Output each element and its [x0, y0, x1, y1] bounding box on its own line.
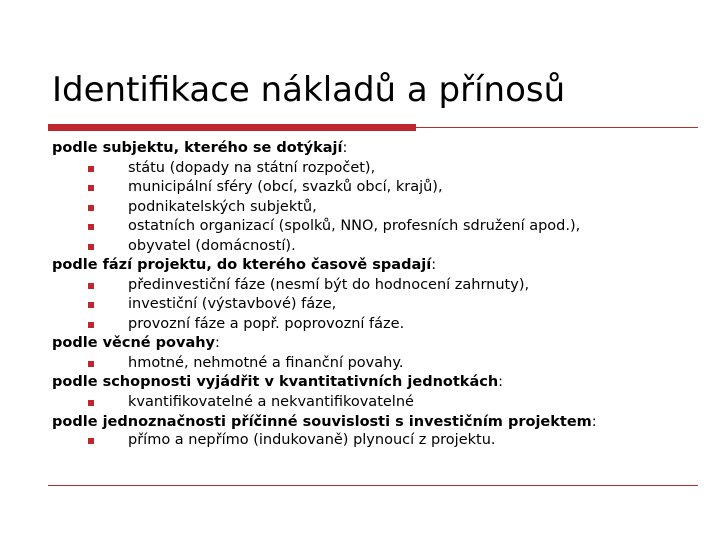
slide-title: Identifikace nákladů a přínosů — [52, 70, 566, 110]
list-item: investiční (výstavbové) fáze, — [52, 295, 692, 315]
square-bullet-icon — [88, 322, 94, 328]
list-item: municipální sféry (obcí, svazků obcí, krajů), — [52, 178, 692, 198]
section-heading: podle jednoznačnosti příčinné souvislosti s investičním projektem: — [52, 414, 597, 430]
footer-rule — [48, 485, 698, 486]
list-item: přímo a nepřímo (indukovaně) plynoucí z projektu. — [52, 431, 692, 451]
section-heading: podle věcné povahy: — [52, 335, 220, 351]
square-bullet-icon — [88, 185, 94, 191]
list-item: provozní fáze a popř. poprovozní fáze. — [52, 315, 692, 335]
list-item: ostatních organizací (spolků, NNO, profesních sdružení apod.), — [52, 217, 692, 237]
list-item: státu (dopady na státní rozpočet), — [52, 159, 692, 179]
square-bullet-icon — [88, 438, 94, 444]
list-item: hmotné, nehmotné a finanční povahy. — [52, 354, 692, 374]
square-bullet-icon — [88, 361, 94, 367]
title-thin-rule — [416, 127, 698, 128]
square-bullet-icon — [88, 244, 94, 250]
section-heading: podle fází projektu, do kterého časově spadají: — [52, 257, 437, 273]
square-bullet-icon — [88, 400, 94, 406]
section-heading: podle subjektu, kterého se dotýkají: — [52, 140, 348, 156]
square-bullet-icon — [88, 302, 94, 308]
list-item: kvantifikovatelné a nekvantifikovatelné — [52, 393, 692, 413]
square-bullet-icon — [88, 205, 94, 211]
list-item: obyvatel (domácností). — [52, 237, 692, 257]
slide-content — [52, 139, 692, 451]
square-bullet-icon — [88, 224, 94, 230]
list-item: podnikatelských subjektů, — [52, 198, 692, 218]
square-bullet-icon — [88, 166, 94, 172]
section-heading: podle schopnosti vyjádřit v kvantitativních jednotkách: — [52, 374, 504, 390]
list-item: předinvestiční fáze (nesmí být do hodnocení zahrnuty), — [52, 276, 692, 296]
square-bullet-icon — [88, 283, 94, 289]
title-accent-rule — [48, 124, 416, 131]
